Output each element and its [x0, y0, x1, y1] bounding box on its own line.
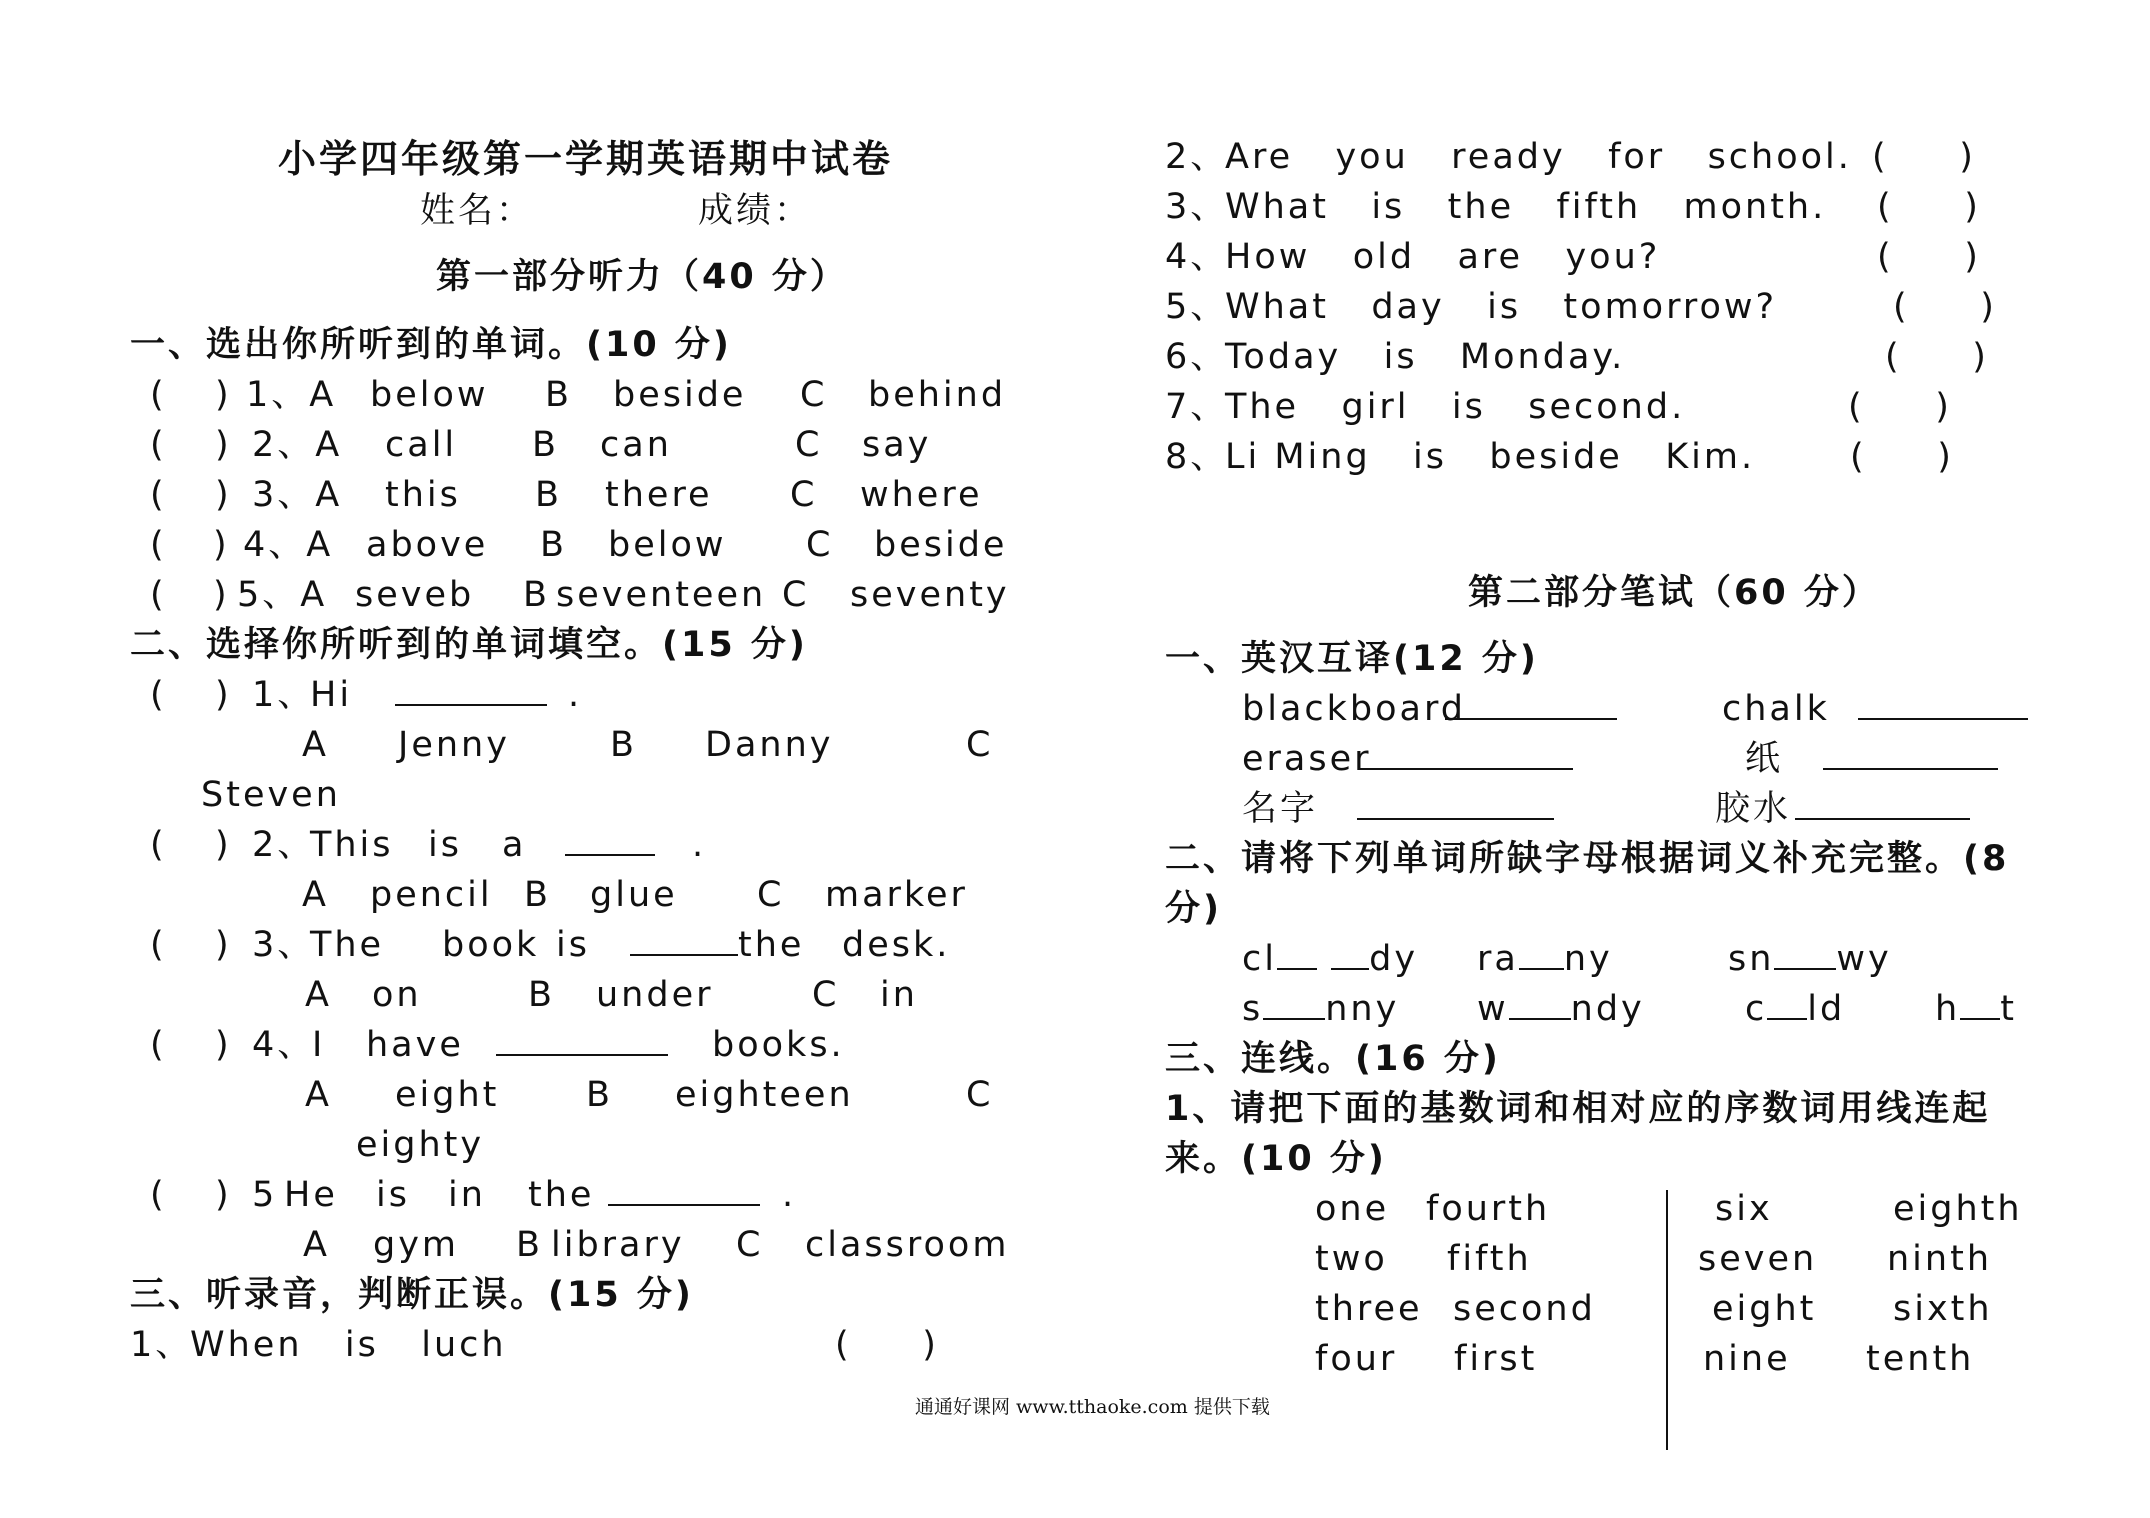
question-word: Hi [310, 675, 353, 715]
section3-heading: 三、听录音，判断正误。(15 分) [130, 1275, 694, 1315]
item-text: Today is Monday. [1225, 337, 1626, 377]
sentence-end: . [568, 675, 583, 715]
part1-heading: 第一部分听力（40 分） [436, 257, 848, 297]
word-part: t [2000, 989, 2017, 1029]
word-sn-wy [1728, 939, 1892, 979]
word-part: sn [1728, 939, 1775, 979]
section2-heading: 二、选择你所听到的单词填空。(15 分) [130, 625, 808, 665]
paren-open: ( [150, 1025, 167, 1065]
letter-blank[interactable] [1767, 992, 1807, 1020]
option-c-label: C [800, 375, 828, 415]
answer-blank[interactable] [608, 1178, 760, 1213]
letter-blank[interactable] [1509, 992, 1571, 1020]
question-word: is [556, 925, 590, 965]
letter-blank[interactable] [1519, 942, 1564, 970]
paren-open: ( [150, 925, 167, 965]
option-b: eighteen [675, 1075, 854, 1115]
question-word: the [738, 925, 805, 965]
option-a: on [372, 975, 422, 1015]
item-text: How old are you? [1225, 237, 1661, 277]
option-a: seveb [355, 575, 475, 615]
section1-heading: 一、选出你所听到的单词。(10 分) [130, 325, 732, 365]
match-ordinal-first[interactable]: first [1454, 1339, 1538, 1379]
name-label: 姓名： [420, 191, 535, 231]
match-ordinal-second[interactable]: second [1453, 1289, 1596, 1329]
paren-close: ) [215, 375, 232, 415]
answer-blank[interactable] [1858, 692, 2028, 727]
answer-blank[interactable] [1445, 692, 1617, 727]
match-ordinal-tenth[interactable]: tenth [1866, 1339, 1975, 1379]
option-c: say [862, 425, 932, 465]
question-number: 5、A [237, 575, 328, 615]
paren-open: ( [150, 675, 167, 715]
letter-blank[interactable] [1774, 942, 1836, 970]
option-c: Steven [201, 775, 341, 815]
answer-blank[interactable] [630, 928, 738, 963]
option-c-label: C [812, 975, 840, 1015]
paren-close: ) [215, 475, 232, 515]
word-ra-ny [1477, 939, 1613, 979]
question-number: 1、A [246, 375, 337, 415]
option-c: eighty [356, 1125, 485, 1165]
question-word: the [528, 1175, 595, 1215]
paren-close: ) [215, 1025, 232, 1065]
option-b-label: B [535, 475, 563, 515]
option-b: glue [590, 875, 678, 915]
question-number: 2、 [252, 825, 316, 865]
letter-blank[interactable] [1960, 992, 2000, 1020]
match-ordinal-ninth[interactable]: ninth [1887, 1239, 1992, 1279]
option-c-label: C [757, 875, 785, 915]
match-cardinal-six[interactable]: six [1715, 1189, 1773, 1229]
match-cardinal-three[interactable]: three [1315, 1289, 1423, 1329]
item-text: The girl is second. [1225, 387, 1686, 427]
word-part: c [1745, 989, 1768, 1029]
paren-close: ) [215, 425, 232, 465]
question-number: 4、A [243, 525, 334, 565]
option-b-label: B [528, 975, 556, 1015]
match-cardinal-four[interactable]: four [1315, 1339, 1398, 1379]
match-ordinal-eighth[interactable]: eighth [1893, 1189, 2023, 1229]
answer-paren[interactable]: ( ) [1850, 437, 1954, 477]
question-word: books. [712, 1025, 845, 1065]
word-part: nny [1325, 989, 1400, 1029]
answer-blank[interactable] [1358, 742, 1573, 777]
option-c: classroom [805, 1225, 1010, 1265]
answer-paren[interactable]: ( ) [1893, 287, 1997, 327]
option-c: seventy [850, 575, 1010, 615]
option-c-label: C [806, 525, 834, 565]
option-b: seventeen [556, 575, 767, 615]
option-a: below [370, 375, 489, 415]
answer-paren[interactable]: ( ) [1877, 237, 1981, 277]
match-cardinal-nine[interactable]: nine [1703, 1339, 1791, 1379]
option-b-label: B [523, 575, 551, 615]
question-word: in [448, 1175, 486, 1215]
column-divider [1666, 1190, 1668, 1450]
paren-close: ) [215, 825, 232, 865]
option-b-label: B [586, 1075, 614, 1115]
answer-paren[interactable]: ( ) [1848, 387, 1952, 427]
question-number: 5 [252, 1175, 278, 1215]
question-word: I [312, 1025, 326, 1065]
option-a-label: A [302, 725, 329, 765]
part2-heading: 第二部分笔试（60 分） [1468, 573, 1880, 613]
match-cardinal-seven[interactable]: seven [1698, 1239, 1818, 1279]
answer-paren[interactable]: ( ) [1872, 137, 1976, 177]
paren-open: ( [150, 425, 167, 465]
answer-blank[interactable] [1795, 792, 1970, 827]
item-number: 5、 [1165, 287, 1229, 327]
option-a: pencil [370, 875, 493, 915]
match-cardinal-one[interactable]: one [1315, 1189, 1390, 1229]
option-b-label: B [540, 525, 568, 565]
item-number: 4、 [1165, 237, 1229, 277]
paren-open: ( [150, 375, 167, 415]
matching-instruction: 1、请把下面的基数词和相对应的序数词用线连起 [1165, 1089, 1991, 1129]
fill-letters-heading: 二、请将下列单词所缺字母根据词义补充完整。(8 [1165, 839, 2010, 879]
answer-blank[interactable] [1823, 742, 1998, 777]
matching-heading: 三、连线。(16 分) [1165, 1039, 1501, 1079]
question-word: This [310, 825, 394, 865]
letter-blank[interactable] [1331, 942, 1369, 970]
item-text: Are you ready for school. [1225, 137, 1852, 177]
item-text: What day is tomorrow? [1225, 287, 1778, 327]
word-c-ld [1745, 989, 1846, 1029]
word-part: w [1477, 989, 1509, 1029]
option-b: below [608, 525, 727, 565]
option-a-label: A [302, 875, 329, 915]
word-part: ra [1477, 939, 1519, 979]
word-s-nny [1242, 989, 1400, 1029]
translate-word: chalk [1722, 689, 1830, 729]
answer-paren[interactable]: ( ) [835, 1325, 939, 1365]
question-word: is [376, 1175, 410, 1215]
question-word: The [310, 925, 385, 965]
translate-word: blackboard [1242, 689, 1466, 729]
option-a: this [385, 475, 461, 515]
option-b: can [600, 425, 672, 465]
paren-open: ( [150, 575, 167, 615]
paren-open: ( [150, 475, 167, 515]
word-part: h [1935, 989, 1961, 1029]
answer-blank[interactable] [1357, 792, 1554, 827]
option-a: call [385, 425, 458, 465]
option-c-label: C [782, 575, 810, 615]
item-text: Li Ming is beside Kim. [1225, 437, 1756, 477]
letter-blank[interactable] [1277, 942, 1317, 970]
option-b: beside [613, 375, 747, 415]
paren-open: ( [150, 1175, 167, 1215]
match-cardinal-two[interactable]: two [1315, 1239, 1388, 1279]
word-part: ndy [1570, 989, 1645, 1029]
option-a-label: A [305, 1075, 332, 1115]
option-a-label: A [305, 975, 332, 1015]
question-number: 3、 [252, 925, 316, 965]
option-c: beside [874, 525, 1008, 565]
question-number: 4、 [252, 1025, 316, 1065]
item-number: 8、 [1165, 437, 1229, 477]
option-b-label: B [516, 1225, 544, 1265]
translate-word: 胶水 [1715, 789, 1792, 829]
word-cl-dy [1242, 939, 1419, 979]
paren-close: ) [215, 925, 232, 965]
question-word: a [502, 825, 527, 865]
option-b: Danny [705, 725, 834, 765]
translation-heading: 一、英汉互译(12 分) [1165, 639, 1539, 679]
score-label: 成绩： [698, 191, 813, 231]
option-b-label: B [610, 725, 638, 765]
question-number: 2、A [252, 425, 343, 465]
footer-source: 通通好课网 www.tthaoke.com 提供下载 [915, 1396, 1270, 1418]
option-b-label: B [532, 425, 560, 465]
word-w-ndy [1477, 989, 1645, 1029]
word-part: ny [1563, 939, 1613, 979]
sentence-end: . [782, 1175, 797, 1215]
answer-paren[interactable]: ( ) [1885, 337, 1989, 377]
option-b-label: B [524, 875, 552, 915]
fill-letters-heading-cont: 分) [1165, 889, 1222, 929]
option-c: marker [825, 875, 968, 915]
match-ordinal-fifth[interactable]: fifth [1447, 1239, 1532, 1279]
option-c-label: C [736, 1225, 764, 1265]
match-cardinal-eight[interactable]: eight [1712, 1289, 1817, 1329]
paren-close: ) [215, 1175, 232, 1215]
paren-close: ) [213, 575, 230, 615]
word-part: ld [1807, 989, 1846, 1029]
paren-close: ) [215, 675, 232, 715]
word-part: dy [1369, 939, 1419, 979]
option-a: eight [395, 1075, 500, 1115]
paren-close: ) [213, 525, 230, 565]
option-c: where [860, 475, 983, 515]
item-number: 3、 [1165, 187, 1229, 227]
question-word: book [442, 925, 540, 965]
item-text: When is luch [190, 1325, 507, 1365]
item-number: 6、 [1165, 337, 1229, 377]
option-c: in [880, 975, 918, 1015]
question-word: desk. [842, 925, 951, 965]
question-number: 1、 [252, 675, 316, 715]
match-ordinal-sixth[interactable]: sixth [1893, 1289, 1993, 1329]
item-number: 2、 [1165, 137, 1229, 177]
option-c-label: C [795, 425, 823, 465]
option-a: gym [373, 1225, 460, 1265]
sentence-end: . [692, 825, 707, 865]
option-c: behind [868, 375, 1007, 415]
option-b: there [605, 475, 713, 515]
option-a-label: A [303, 1225, 330, 1265]
match-ordinal-fourth[interactable]: fourth [1426, 1189, 1551, 1229]
paren-open: ( [150, 525, 167, 565]
exam-title: 小学四年级第一学期英语期中试卷 [278, 137, 894, 181]
letter-blank[interactable] [1263, 992, 1325, 1020]
question-word: He [284, 1175, 338, 1215]
option-c-label: C [790, 475, 818, 515]
word-part: cl [1242, 939, 1277, 979]
word-part: s [1242, 989, 1264, 1029]
translate-word: 纸 [1745, 739, 1784, 779]
option-b-label: B [545, 375, 573, 415]
item-text: What is the fifth month. [1225, 187, 1827, 227]
item-number: 7、 [1165, 387, 1229, 427]
option-b: library [551, 1225, 685, 1265]
question-number: 3、A [252, 475, 343, 515]
paren-open: ( [150, 825, 167, 865]
item-number: 1、 [130, 1325, 194, 1365]
word-h-t [1935, 989, 2017, 1029]
option-c-label: C [966, 1075, 994, 1115]
word-part: wy [1836, 939, 1892, 979]
answer-blank[interactable] [496, 1028, 668, 1063]
answer-blank[interactable] [395, 678, 547, 713]
translate-word: eraser [1242, 739, 1372, 779]
question-word: is [428, 825, 462, 865]
option-b: under [596, 975, 714, 1015]
question-word: have [366, 1025, 464, 1065]
option-a: above [366, 525, 489, 565]
translate-word: 名字 [1242, 789, 1319, 829]
answer-blank[interactable] [565, 828, 655, 863]
option-a: Jenny [398, 725, 510, 765]
matching-instruction-cont: 来。(10 分) [1165, 1139, 1387, 1179]
option-c-label: C [966, 725, 994, 765]
answer-paren[interactable]: ( ) [1877, 187, 1981, 227]
